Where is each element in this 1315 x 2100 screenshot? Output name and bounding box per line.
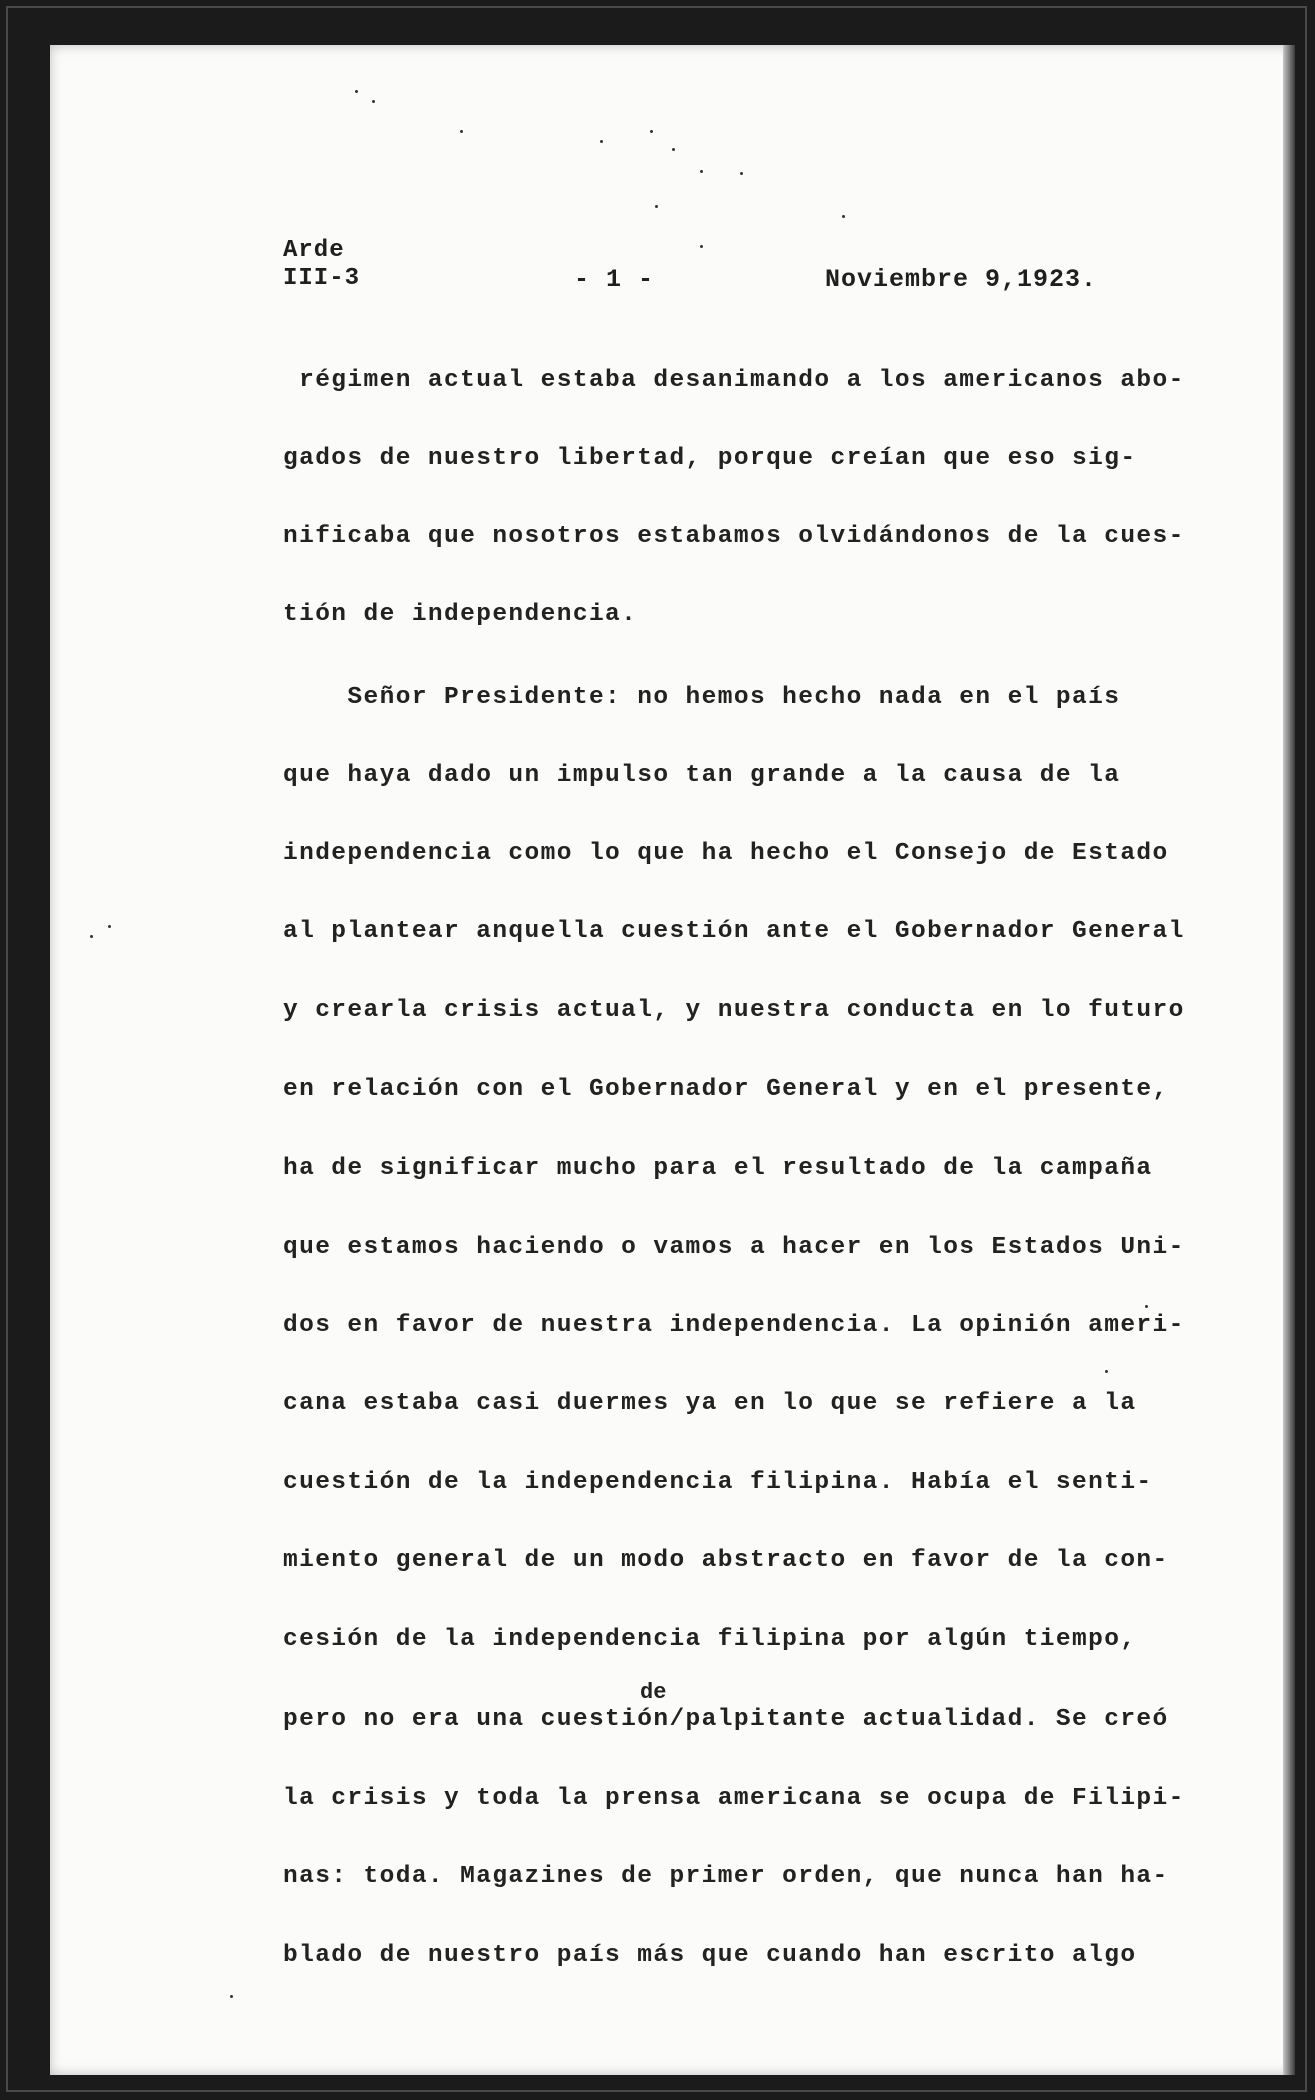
scan-speck	[1145, 1305, 1148, 1308]
scan-speck	[108, 925, 111, 928]
body-line: al plantear anquella cuestión ante el Gobernador General	[283, 918, 1185, 945]
scan-speck	[230, 1995, 233, 1998]
body-line: independencia como lo que ha hecho el Consejo de Estado	[283, 840, 1169, 867]
scan-speck	[740, 172, 743, 175]
page-edge-shadow	[1283, 45, 1295, 2075]
scan-speck	[90, 935, 93, 938]
scan-speck	[460, 130, 463, 133]
body-line: miento general de un modo abstracto en favor de la con-	[283, 1547, 1169, 1574]
scan-speck	[700, 170, 703, 173]
scan-speck	[650, 130, 653, 133]
body-line: gados de nuestro libertad, porque creían que eso sig-	[283, 445, 1137, 472]
body-line: en relación con el Gobernador General y en el presente,	[283, 1076, 1169, 1103]
body-line: dos en favor de nuestra independencia. La opinión ameri-	[283, 1312, 1185, 1339]
document-reference	[283, 237, 360, 293]
scan-speck	[600, 140, 603, 143]
scan-speck	[672, 148, 675, 151]
body-line: tión de independencia.	[283, 601, 638, 628]
body-line: Señor Presidente: no hemos hecho nada en el país	[283, 684, 1121, 711]
scan-speck	[355, 90, 358, 93]
page-number: - 1 -	[574, 265, 655, 294]
body-line: que haya dado un impulso tan grande a la causa de la	[283, 762, 1121, 789]
body-line: cuestión de la independencia filipina. Había el senti-	[283, 1469, 1153, 1496]
reference-line-1: Arde	[283, 237, 345, 264]
body-line: la crisis y toda la prensa americana se ocupa de Filipi-	[283, 1785, 1185, 1812]
scan-speck	[1105, 1370, 1108, 1373]
body-line: nificaba que nosotros estabamos olvidándonos de la cues-	[283, 523, 1185, 550]
scan-speck	[842, 215, 845, 218]
interlinear-insertion: de	[640, 1680, 667, 1705]
body-line: blado de nuestro país más que cuando han escrito algo	[283, 1942, 1137, 1969]
document-date: Noviembre 9,1923.	[825, 265, 1098, 294]
scan-speck	[372, 100, 375, 103]
body-line: pero no era una cuestión/palpitante actualidad. Se creó	[283, 1706, 1169, 1733]
scan-speck	[655, 205, 658, 208]
body-line: cana estaba casi duermes ya en lo que se refiere a la	[283, 1390, 1137, 1417]
body-line: cesión de la independencia filipina por algún tiempo,	[283, 1626, 1137, 1653]
body-line: nas: toda. Magazines de primer orden, que nunca han ha-	[283, 1863, 1169, 1890]
reference-line-2: III-3	[283, 265, 361, 292]
body-line: régimen actual estaba desanimando a los americanos abo-	[283, 367, 1185, 394]
body-line: y crearla crisis actual, y nuestra conducta en lo futuro	[283, 997, 1185, 1024]
scan-speck	[700, 245, 703, 248]
body-line: ha de significar mucho para el resultado de la campaña	[283, 1155, 1153, 1182]
document-page	[50, 45, 1295, 2075]
body-line: que estamos haciendo o vamos a hacer en los Estados Uni-	[283, 1234, 1185, 1261]
